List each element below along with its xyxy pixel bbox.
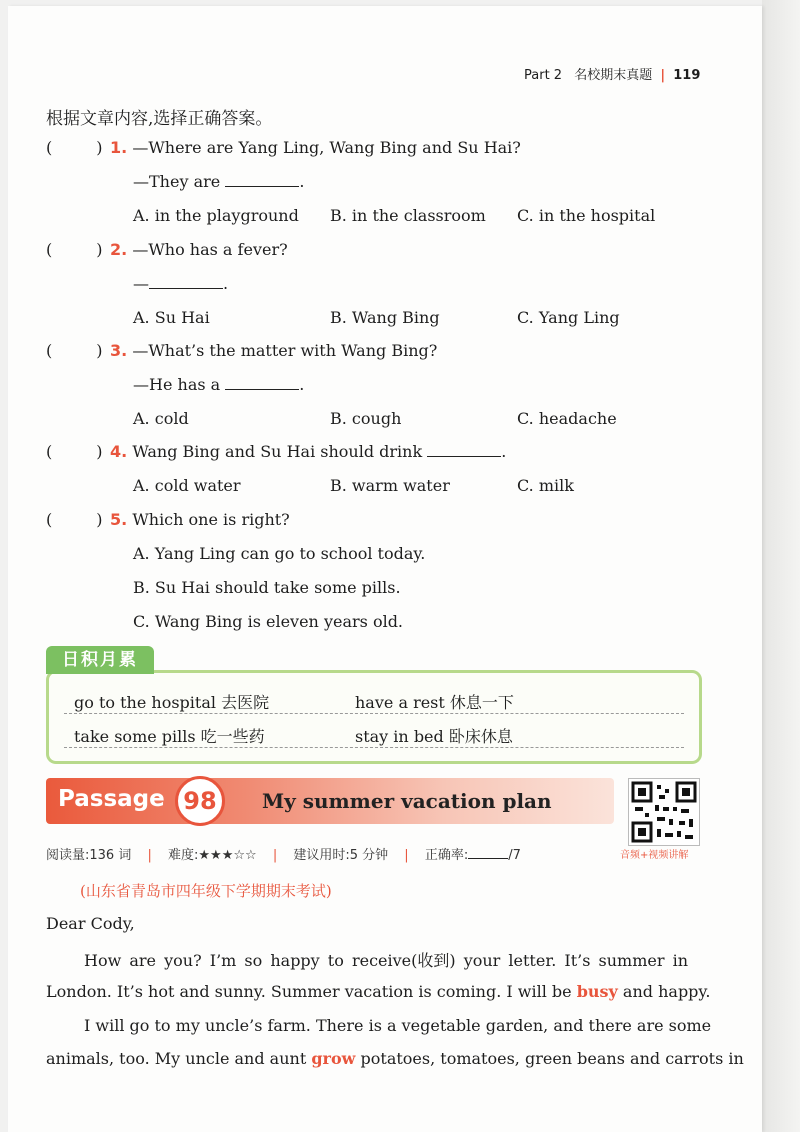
option[interactable]: A. cold water [133,476,241,495]
option[interactable]: C. headache [517,409,617,428]
question-prompt: —What’s the matter with Wang Bing? [132,341,438,360]
question-1 [110,138,521,157]
highlight-word: busy [576,982,618,1001]
question-3 [110,341,437,360]
question-2-answer-line: — . [133,274,229,293]
qr-code-icon[interactable] [628,778,700,846]
vocab-item: go to the hospital 去医院 [74,693,270,712]
header-part: Part 2 [524,68,563,83]
question-5 [110,510,290,529]
question-prompt: —Who has a fever? [132,240,288,259]
answer-bracket-3[interactable]: ( ) [46,341,103,360]
option[interactable]: B. Su Hai should take some pills. [133,578,401,597]
option[interactable]: C. milk [517,476,574,495]
qr-label: 音频+视频讲解 [620,850,689,861]
difficulty-label: 难度: [168,848,199,863]
passage-meta: 阅读量:136 词 | 难度:★★★☆☆ | 建议用时:5 分钟 | 正确率: /7 [46,848,521,863]
question-prompt: Wang Bing and Su Hai should drink [132,442,423,461]
question-prompt: Which one is right? [132,510,290,529]
option[interactable]: A. in the playground [133,206,299,225]
vocab-divider [64,747,684,748]
paragraph-line: London. It’s hot and sunny. Summer vacation is coming. I will be busy and happy. [46,982,711,1001]
paragraph-line: How are you? I’m so happy to receive(收到) your letter. It’s summer in [84,951,688,970]
accuracy-blank[interactable] [468,846,508,859]
option[interactable]: B. cough [330,409,402,428]
highlight-word: grow [311,1049,356,1068]
page-edge [762,0,800,1132]
passage-source: (山东省青岛市四年级下学期期末考试) [80,882,332,900]
option[interactable]: B. in the classroom [330,206,486,225]
vocab-item: have a rest 休息一下 [355,693,514,712]
option[interactable]: B. Wang Bing [330,308,440,327]
paragraph-line: animals, too. My uncle and aunt grow potatoes, tomatoes, green beans and carrots in [46,1049,744,1068]
passage-label: Passage [58,786,165,812]
question-4: 4. Wang Bing and Su Hai should drink . [110,442,507,461]
instruction: 根据文章内容,选择正确答案。 [46,109,273,129]
vocab-item: stay in bed 卧床休息 [355,727,513,746]
question-number: 4. [110,442,128,461]
passage-number: 98 [175,776,225,826]
question-number: 1. [110,138,128,157]
accuracy-total: /7 [508,848,521,863]
question-prompt: —Where are Yang Ling, Wang Bing and Su Hai? [132,138,521,157]
header-divider: | [660,68,666,83]
answer-blank[interactable] [149,274,223,289]
suggested-time: 建议用时:5 分钟 [293,848,389,863]
vocab-title: 日积月累 [46,646,154,674]
passage-title: My summer vacation plan [262,789,552,813]
question-number: 5. [110,510,128,529]
question-3-answer-line: —He has a . [133,375,305,394]
header-section: 名校期末真题 [574,68,653,83]
question-2 [110,240,288,259]
answer-blank[interactable] [225,375,299,390]
answer-blank[interactable] [427,442,501,457]
vocab-item: take some pills 吃一些药 [74,727,265,746]
answer-bracket-4[interactable]: ( ) [46,442,103,461]
reading-count: 阅读量:136 词 [46,848,132,863]
option[interactable]: B. warm water [330,476,450,495]
question-number: 2. [110,240,128,259]
difficulty-stars-icon: ★★★☆☆ [198,848,257,863]
answer-blank[interactable] [225,172,299,187]
answer-bracket-1[interactable]: ( ) [46,138,103,157]
paragraph-line: I will go to my uncle’s farm. There is a vegetable garden, and there are some [84,1016,712,1035]
letter-greeting: Dear Cody, [46,914,135,933]
option[interactable]: A. Yang Ling can go to school today. [133,544,426,563]
header-page-number: 119 [673,68,701,83]
question-1-answer-line: —They are . [133,172,305,191]
running-header [524,64,700,83]
answer-bracket-2[interactable]: ( ) [46,240,103,259]
option[interactable]: A. cold [133,409,189,428]
answer-bracket-5[interactable]: ( ) [46,510,103,529]
vocab-divider [64,713,684,714]
option[interactable]: C. Yang Ling [517,308,620,327]
option[interactable]: C. Wang Bing is eleven years old. [133,612,404,631]
option[interactable]: C. in the hospital [517,206,656,225]
question-number: 3. [110,341,128,360]
vocab-box [46,670,702,764]
option[interactable]: A. Su Hai [133,308,210,327]
accuracy-label: 正确率: [424,848,469,863]
